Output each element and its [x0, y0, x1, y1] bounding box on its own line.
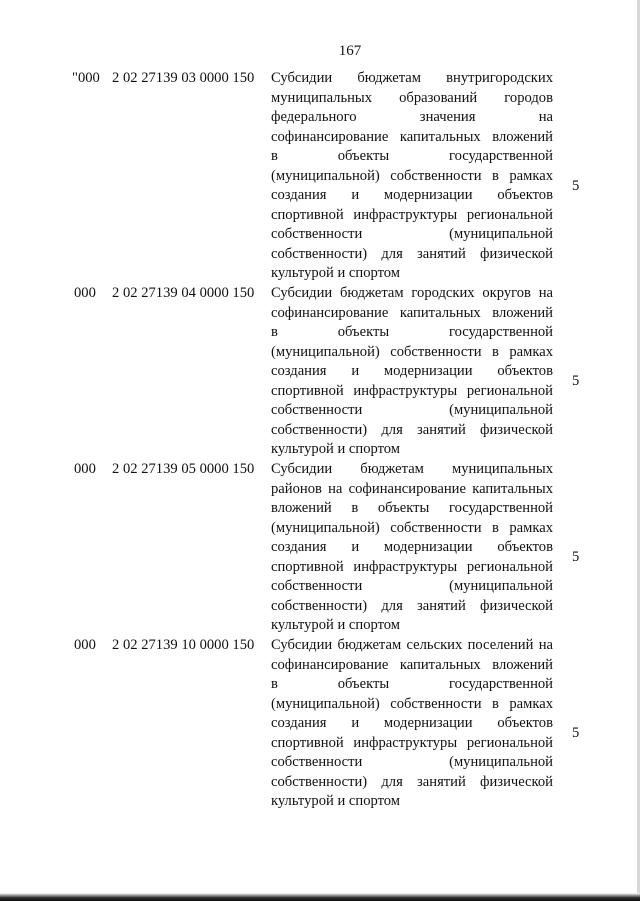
revenue-name-line: создания и модернизации объектов	[271, 187, 553, 203]
revenue-name-line: собственности (муниципальной	[271, 402, 553, 418]
scan-edge-bottom	[0, 893, 640, 901]
page-number: 167	[338, 43, 362, 59]
revenue-name-line: создания и модернизации объектов	[271, 539, 553, 555]
budget-classification-code: 2 02 27139 10 0000 150	[112, 637, 255, 653]
revenue-name-line: Субсидии бюджетам сельских поселений на	[271, 637, 553, 653]
amount-value: 5	[572, 373, 580, 389]
amount-value: 5	[572, 725, 580, 741]
revenue-name-line: спортивной инфраструктуры региональной	[271, 382, 553, 399]
revenue-name-line: муниципальных образований городов	[271, 89, 553, 106]
revenue-name-line: (муниципальной) собственности в рамках	[271, 695, 553, 712]
amount-value: 5	[572, 549, 580, 565]
revenue-name-line: создания и модернизации объектов	[271, 363, 553, 379]
revenue-name-line: Субсидии бюджетам городских округов на	[271, 285, 553, 301]
revenue-name	[271, 69, 553, 284]
revenue-name-line: культурой и спортом	[271, 265, 401, 281]
revenue-name-line: районов на софинансирование капитальных	[271, 480, 553, 497]
revenue-name-line: (муниципальной) собственности в рамках	[271, 167, 553, 184]
revenue-name-line: в объекты государственной	[271, 148, 553, 164]
revenue-name	[271, 284, 553, 460]
revenue-name	[271, 460, 553, 636]
revenue-name-line: собственности (муниципальной	[271, 226, 553, 242]
revenue-name-line: собственности (муниципальной	[271, 578, 553, 594]
revenue-name-line: софинансирование капитальных вложений	[271, 128, 553, 145]
revenue-name-line: спортивной инфраструктуры региональной	[271, 558, 553, 575]
admin-code: 000	[74, 461, 96, 477]
revenue-name-line: собственности) для занятий физической	[271, 245, 553, 262]
revenue-name-line: собственности) для занятий физической	[271, 597, 553, 614]
revenue-name	[271, 636, 553, 812]
admin-code: 000	[74, 285, 96, 301]
revenue-name-line: культурой и спортом	[271, 793, 401, 809]
revenue-name-line: в объекты государственной	[271, 676, 553, 692]
revenue-name-line: в объекты государственной	[271, 324, 553, 340]
revenue-name-line: (муниципальной) собственности в рамках	[271, 519, 553, 536]
amount-value: 5	[572, 177, 580, 194]
revenue-name-line: создания и модернизации объектов	[271, 715, 553, 731]
admin-code: 000	[74, 637, 96, 653]
revenue-name-line: вложений в объекты государственной	[271, 500, 553, 516]
revenue-name-line: (муниципальной) собственности в рамках	[271, 343, 553, 360]
revenue-name-line: спортивной инфраструктуры региональной	[271, 734, 553, 751]
revenue-name-line: софинансирование капитальных вложений	[271, 656, 553, 673]
revenue-name-line: федерального значения на	[271, 109, 553, 125]
revenue-name-line: собственности (муниципальной	[271, 754, 553, 770]
admin-code: "000	[72, 70, 100, 86]
revenue-name-line: Субсидии бюджетам муниципальных	[271, 461, 553, 477]
budget-classification-code: 2 02 27139 03 0000 150	[112, 70, 255, 86]
revenue-name-line: софинансирование капитальных вложений	[271, 304, 553, 321]
revenue-name-line: культурой и спортом	[271, 441, 401, 457]
revenue-name-line: собственности) для занятий физической	[271, 773, 553, 790]
budget-classification-code: 2 02 27139 05 0000 150	[112, 461, 255, 477]
revenue-name-line: культурой и спортом	[271, 617, 401, 633]
revenue-name-line: собственности) для занятий физической	[271, 421, 553, 438]
budget-classification-code: 2 02 27139 04 0000 150	[112, 285, 255, 301]
revenue-name-line: Субсидии бюджетам внутригородских	[271, 70, 553, 86]
revenue-name-line: спортивной инфраструктуры региональной	[271, 206, 553, 223]
